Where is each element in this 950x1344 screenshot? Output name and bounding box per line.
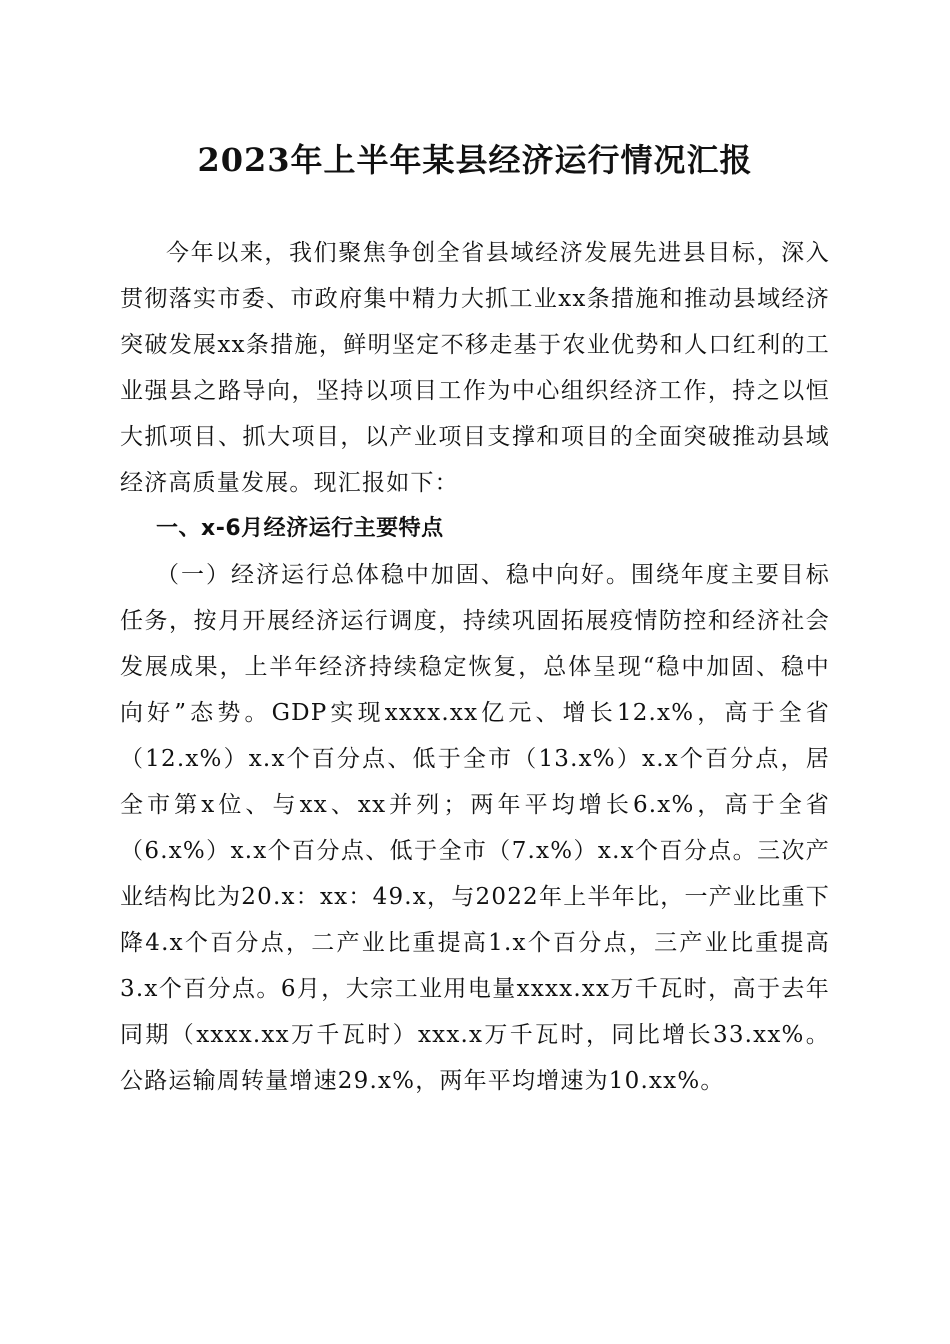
document-body <box>120 230 830 1104</box>
document-title: 2023年上半年某县经济运行情况汇报 <box>197 141 753 179</box>
section-paragraph: （一）经济运行总体稳中加固、稳中向好。围绕年度主要目标任务，按月开展经济运行调度，持续巩固拓展疫情防控和经济社会发展成果，上半年经济持续稳定恢复，总体呈现“稳中加固、稳中向好”态势。GDP实现xxxx.xx亿元、增长12.x%，高于全省（12.x%）x.x个百分点、低于全市（13.x%）x.x个百分点，居全市第x位、与xx、xx并列；两年平均增长6.x%，高于全省（6.x%）x.x个百分点、低于全市（7.x%）x.x个百分点。三次产业结构比为20.x：xx：49.x，与2022年上半年比，一产业比重下降4.x个百分点，二产业比重提高1.x个百分点，三产业比重提高3.x个百分点。6月，大宗工业用电量xxxx.xx万千瓦时，高于去年同期（xxxx.xx万千瓦时）xxx.x万千瓦时，同比增长33.xx%。公路运输周转量增速29.x%，两年平均增速为10.xx%。 <box>120 562 830 1094</box>
section-heading: 一、x-6月经济运行主要特点 <box>156 516 444 541</box>
intro-paragraph: 今年以来，我们聚焦争创全省县域经济发展先进县目标，深入贯彻落实市委、市政府集中精力大抓工业xx条措施和推动县域经济突破发展xx条措施，鲜明坚定不移走基于农业优势和人口红利的工业强县之路导向，坚持以项目工作为中心组织经济工作，持之以恒大抓项目、抓大项目，以产业项目支撑和项目的全面突破推动县域经济高质量发展。现汇报如下： <box>120 240 830 496</box>
